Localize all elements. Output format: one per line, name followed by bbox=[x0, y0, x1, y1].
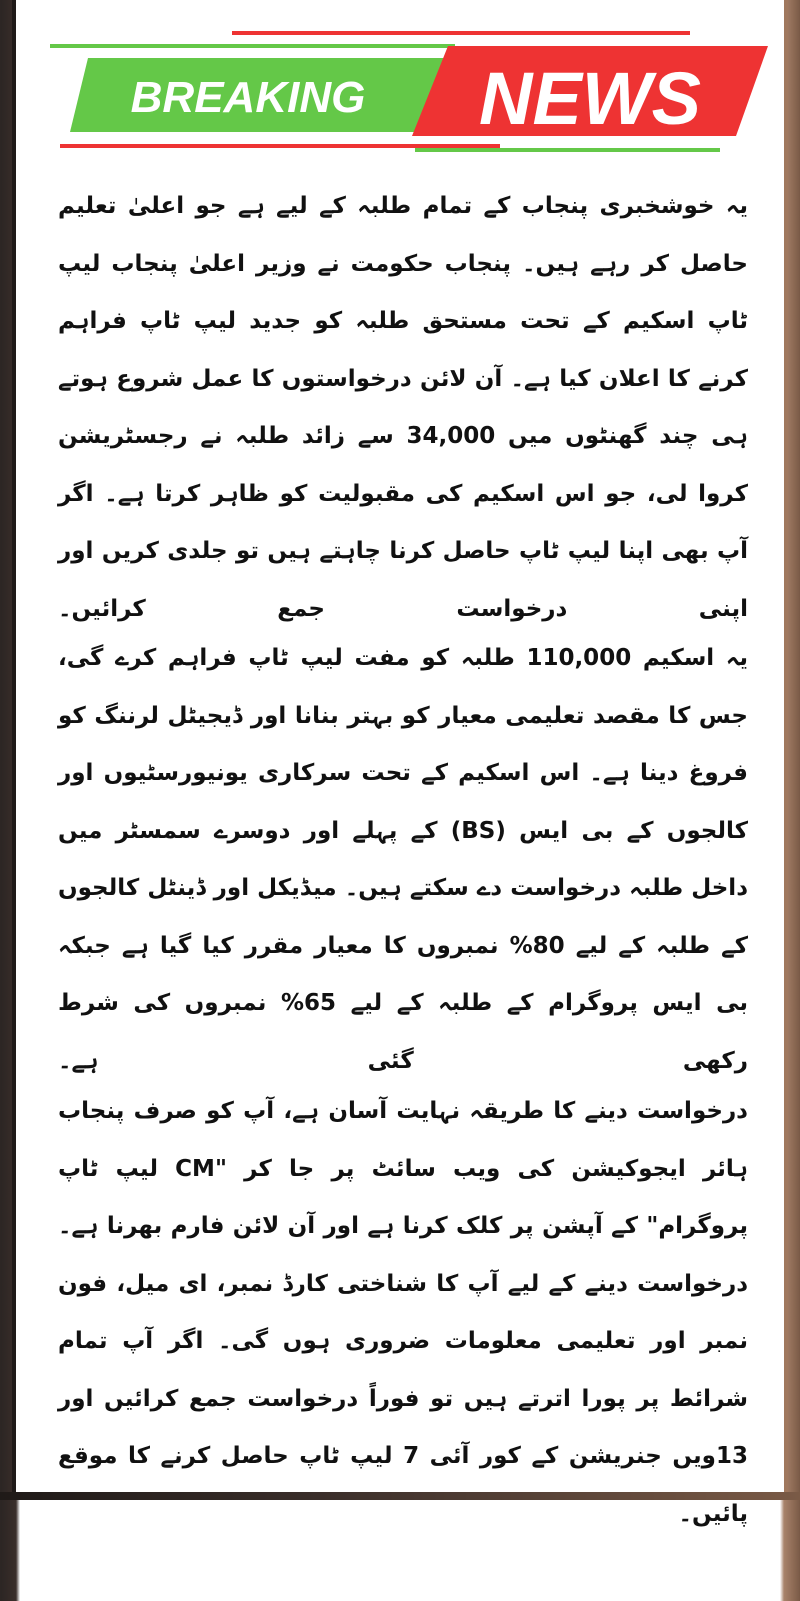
article-paragraph-1: یہ خوشخبری پنجاب کے تمام طلبہ کے لیے ہے جو اعلیٰ تعلیم حاصل کر رہے ہیں۔ پنجاب حکومت نے وزیر اعلیٰ پنجاب لیپ ٹاپ اسکیم کے تحت مستحق طلبہ کو جدید لیپ ٹاپ فراہم کرنے کا اعلان کیا ہے۔ آن لائن درخواستوں کا عمل شروع ہوتے ہی چند گھنٹوں میں 34,000 سے زائد طلبہ نے رجسٹریشن کروا لی، جو اس اسکیم کی مقبولیت کو ظاہر کرتا ہے۔ اگر آپ بھی اپنا لیپ ٹاپ حاصل کرنا چاہتے ہیں تو جلدی کریں اور اپنی درخواست جمع کرائیں۔ bbox=[58, 193, 748, 622]
article-paragraph-3: درخواست دینے کا طریقہ نہایت آسان ہے، آپ کو صرف پنجاب ہائر ایجوکیشن کی ویب سائٹ پر جا کر "CM لیپ ٹاپ پروگرام" کے آپشن پر کلک کرنا ہے اور آن لائن فارم بھرنا ہے۔ درخواست دینے کے لیے آپ کا شناختی کارڈ نمبر، ای میل، فون نمبر اور تعلیمی معلومات ضروری ہوں گی۔ اگر آپ تمام شرائط پر پورا اترتے ہیں تو فوراً درخواست جمع کرائیں اور 13ویں جنریشن کے کور آئی 7 لیپ ٹاپ حاصل کرنے کا موقع پائیں۔ bbox=[58, 1098, 748, 1527]
breaking-news-banner bbox=[0, 0, 800, 160]
article-paragraph-2: یہ اسکیم 110,000 طلبہ کو مفت لیپ ٹاپ فراہم کرے گی، جس کا مقصد تعلیمی معیار کو بہتر بنانا اور ڈیجیٹل لرننگ کو فروغ دینا ہے۔ اس اسکیم کے تحت سرکاری یونیورسٹیوں اور کالجوں کے بی ایس (BS) کے پہلے اور دوسرے سمسٹر میں داخل طلبہ درخواست دے سکتے ہیں۔ میڈیکل اور ڈینٹل کالجوں کے طلبہ کے لیے 80% نمبروں کا معیار مقرر کیا گیا ہے جبکہ بی ایس پروگرام کے طلبہ کے لیے 65% نمبروں کی شرط رکھی گئی ہے۔ bbox=[58, 645, 749, 1074]
page-bottom-border bbox=[0, 1492, 800, 1500]
banner-word-news: NEWS bbox=[479, 57, 701, 140]
banner-word-breaking: BREAKING bbox=[130, 73, 366, 122]
